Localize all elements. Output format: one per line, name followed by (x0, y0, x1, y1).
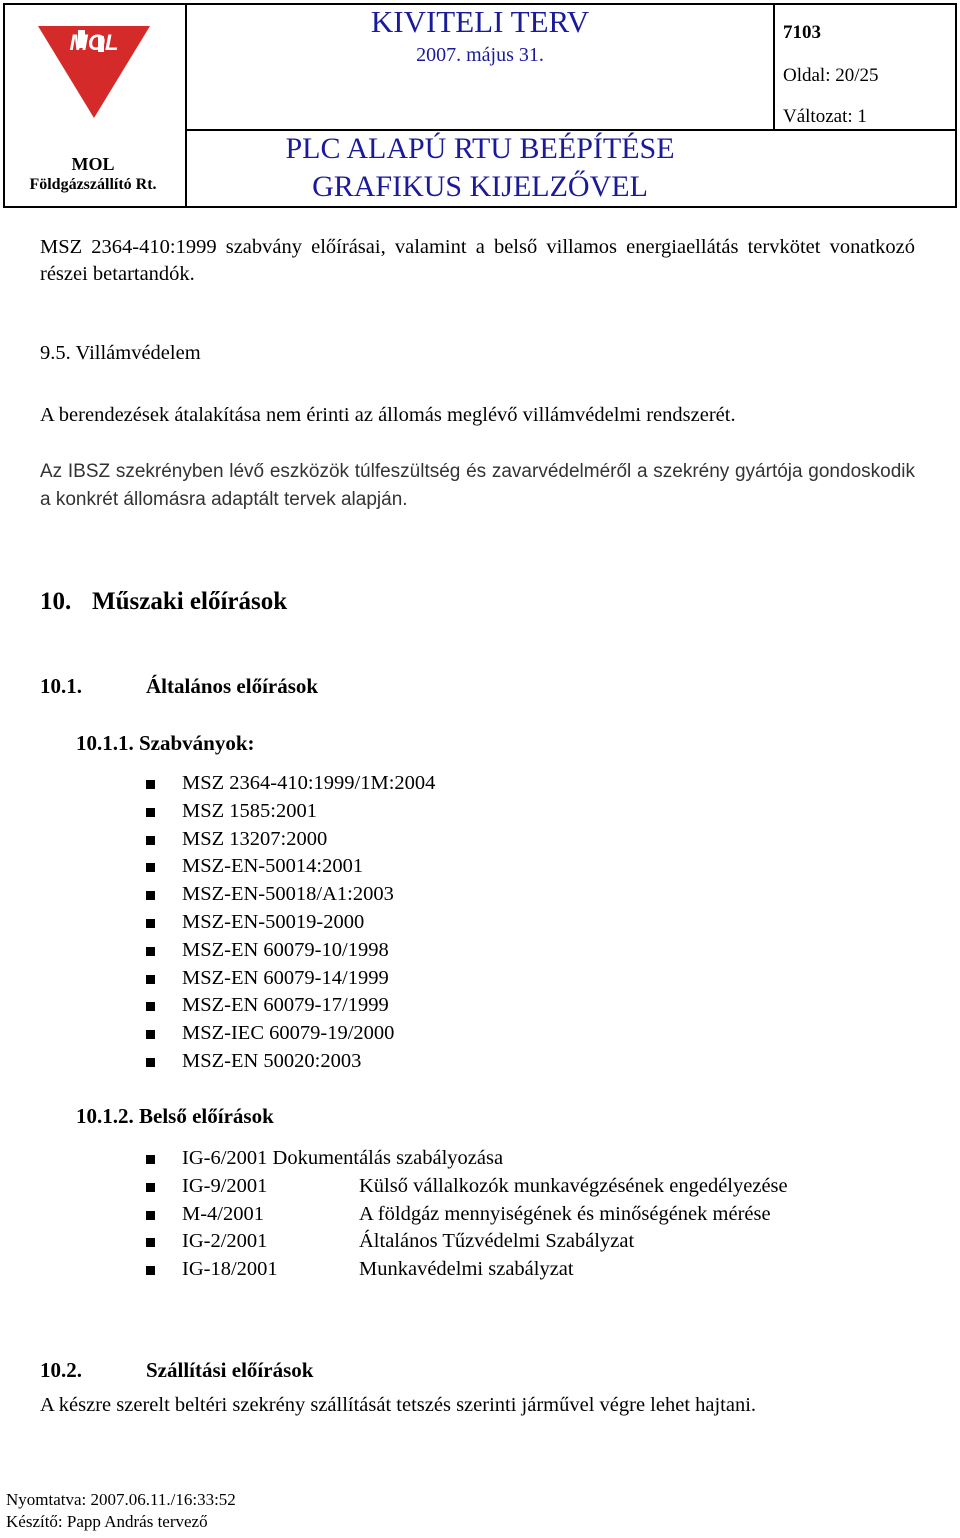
document-title-line1: PLC ALAPÚ RTU BEÉPÍTÉSE (285, 132, 675, 165)
bullet-icon (146, 1030, 155, 1039)
section-heading-10-1-1: 10.1.1. Szabványok: (76, 731, 255, 755)
section-number-10-1: 10.1. (40, 674, 82, 698)
paragraph-lightning-2: Az IBSZ szekrényben lévő eszközök túlfeszültség és zavarvédelméről a szekrény gyártója gondoskodik a konkrét állomásra adaptált tervek alapján. (40, 461, 915, 510)
list-item: MSZ-EN 60079-14/1999 (146, 965, 435, 993)
section-heading-9-5: 9.5. Villámvédelem (40, 342, 201, 364)
list-item: MSZ-EN 60079-17/1999 (146, 992, 435, 1020)
section-title-10-2: Szállítási előírások (146, 1358, 314, 1382)
section-number-10: 10. (40, 588, 72, 615)
internal-rules-list (146, 1145, 788, 1284)
paragraph-lightning-1: A berendezések átalakítása nem érinti az állomás meglévő villámvédelmi rendszerét. (40, 404, 736, 426)
document-type: KIVITELI TERV (370, 4, 590, 39)
list-item: MSZ-IEC 60079-19/2000 (146, 1020, 435, 1048)
list-item: MSZ 13207:2000 (146, 826, 435, 854)
section-title-10-1: Általános előírások (146, 674, 319, 698)
intro-paragraph: MSZ 2364-410:1999 szabvány előírásai, valamint a belső villamos energiaellátás tervkötet vonatkozó részei betartandók. (40, 236, 915, 285)
bullet-icon (146, 863, 155, 872)
list-item: MSZ-EN 60079-10/1998 (146, 937, 435, 965)
list-item: MSZ-EN-50019-2000 (146, 909, 435, 937)
bullet-icon (146, 1238, 155, 1247)
bullet-icon (146, 1058, 155, 1067)
bullet-icon (146, 836, 155, 845)
list-item: IG-9/2001 Külső vállalkozók munkavégzésének engedélyezése (146, 1173, 788, 1201)
standards-list (146, 770, 435, 1076)
list-item: IG-6/2001 Dokumentálás szabályozása (146, 1145, 788, 1173)
company-name: MOL (71, 154, 115, 174)
document-title-line2: GRAFIKUS KIJELZŐVEL (312, 170, 648, 203)
list-item: IG-18/2001 Munkavédelmi szabályzat (146, 1256, 788, 1284)
svg-text:MOL: MOL (69, 30, 119, 55)
header-divider (773, 5, 775, 130)
bullet-icon (146, 891, 155, 900)
document-number: 7103 (783, 22, 821, 43)
bullet-icon (146, 975, 155, 984)
bullet-icon (146, 947, 155, 956)
bullet-icon (146, 1155, 155, 1164)
document-date: 2007. május 31. (416, 44, 544, 66)
header-divider (185, 129, 955, 131)
list-item: MSZ-EN 50020:2003 (146, 1048, 435, 1076)
mol-logo (38, 26, 150, 126)
bullet-icon (146, 808, 155, 817)
paragraph-shipping: A készre szerelt beltéri szekrény szállítását tetszés szerinti járművel végre lehet hajtani. (40, 1394, 757, 1416)
list-item: MSZ-EN-50014:2001 (146, 853, 435, 881)
section-title-10: Műszaki előírások (92, 588, 288, 615)
bullet-icon (146, 780, 155, 789)
document-version: Változat: 1 (783, 106, 867, 127)
list-item: MSZ 1585:2001 (146, 798, 435, 826)
bullet-icon (146, 1002, 155, 1011)
bullet-icon (146, 1211, 155, 1220)
section-heading-10-1-2: 10.1.2. Belső előírások (76, 1104, 274, 1128)
print-timestamp: Nyomtatva: 2007.06.11./16:33:52 (6, 1490, 236, 1509)
list-item: IG-2/2001 Általános Tűzvédelmi Szabályzat (146, 1228, 788, 1256)
document-author: Készítő: Papp András tervező (6, 1512, 208, 1531)
list-item: MSZ 2364-410:1999/1M:2004 (146, 770, 435, 798)
bullet-icon (146, 1183, 155, 1192)
header-divider (185, 5, 187, 206)
list-item: MSZ-EN-50018/A1:2003 (146, 881, 435, 909)
section-number-10-2: 10.2. (40, 1358, 82, 1382)
page-number: Oldal: 20/25 (783, 65, 879, 86)
company-division: Földgázszállító Rt. (29, 176, 157, 193)
list-item: M-4/2001 A földgáz mennyiségének és minőségének mérése (146, 1201, 788, 1229)
bullet-icon (146, 1266, 155, 1275)
bullet-icon (146, 919, 155, 928)
